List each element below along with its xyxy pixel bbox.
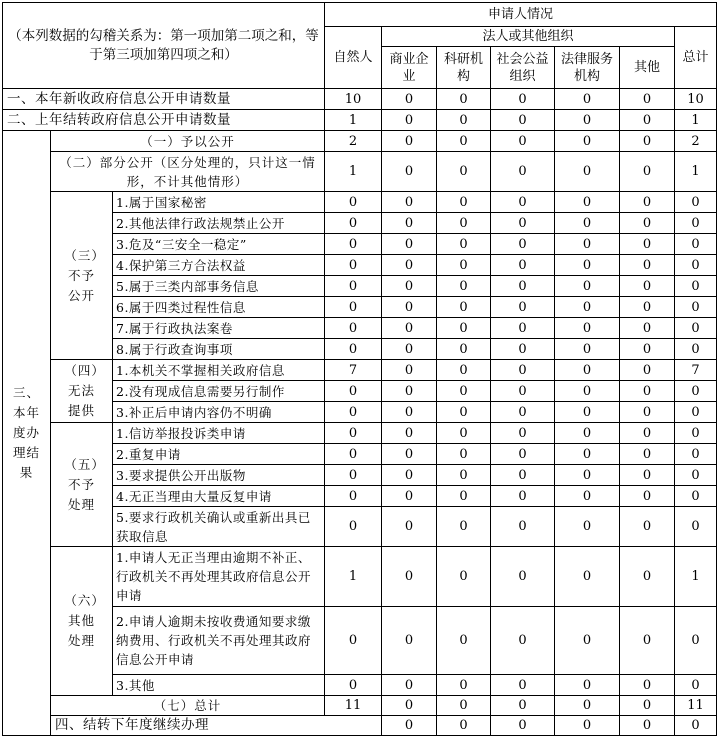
value-cell: 0: [675, 234, 717, 255]
value-cell: 0: [437, 696, 491, 716]
value-cell: 0: [382, 360, 437, 381]
value-cell: 0: [437, 547, 491, 607]
group-5-label: （五）不予处理: [51, 423, 113, 547]
value-cell: 0: [555, 255, 620, 276]
item-label: 5.要求行政机关确认或重新出具已获取信息: [113, 507, 325, 547]
value-cell: 0: [325, 276, 382, 297]
research-header: 科研机构: [437, 47, 491, 89]
value-cell: 0: [675, 192, 717, 213]
value-cell: 0: [437, 152, 491, 192]
value-cell: 0: [620, 234, 675, 255]
value-cell: 0: [491, 381, 555, 402]
value-cell: 0: [555, 110, 620, 131]
item-label: 3.其他: [113, 675, 325, 696]
value-cell: 0: [620, 547, 675, 607]
value-cell: 0: [491, 486, 555, 507]
value-cell: 0: [491, 110, 555, 131]
value-cell: 0: [555, 716, 620, 736]
value-cell: 0: [382, 318, 437, 339]
value-cell: 0: [325, 297, 382, 318]
table-row: [3, 547, 717, 607]
value-cell: 0: [620, 318, 675, 339]
value-cell: 0: [675, 381, 717, 402]
value-cell: 0: [555, 444, 620, 465]
value-cell: 2: [675, 131, 717, 152]
value-cell: 0: [325, 607, 382, 675]
value-cell: 0: [555, 607, 620, 675]
value-cell: 0: [437, 110, 491, 131]
value-cell: 0: [675, 318, 717, 339]
value-cell: 0: [555, 131, 620, 152]
value-cell: 0: [382, 152, 437, 192]
value-cell: 0: [620, 423, 675, 444]
value-cell: 0: [675, 255, 717, 276]
value-cell: 2: [325, 131, 382, 152]
value-cell: 0: [382, 716, 437, 736]
value-cell: 0: [491, 507, 555, 547]
value-cell: 0: [491, 276, 555, 297]
value-cell: 0: [325, 486, 382, 507]
value-cell: 0: [325, 255, 382, 276]
value-cell: 1: [325, 110, 382, 131]
value-cell: 0: [491, 547, 555, 607]
value-cell: 0: [555, 465, 620, 486]
value-cell: 0: [620, 486, 675, 507]
group-2-label: （二）部分公开（区分处理的，只计这一情形，不计其他情形）: [51, 152, 325, 192]
item-label: 2.没有现成信息需要另行制作: [113, 381, 325, 402]
table-row: [3, 716, 717, 736]
value-cell: 0: [620, 152, 675, 192]
value-cell: 0: [382, 255, 437, 276]
value-cell: 0: [325, 381, 382, 402]
item-label: 8.属于行政查询事项: [113, 339, 325, 360]
value-cell: 0: [382, 486, 437, 507]
value-cell: 0: [437, 486, 491, 507]
value-cell: 0: [325, 318, 382, 339]
row-label: 一、本年新收政府信息公开申请数量: [3, 89, 325, 110]
value-cell: 0: [437, 507, 491, 547]
item-label: 2.其他法律行政法规禁止公开: [113, 213, 325, 234]
item-label: 7.属于行政执法案卷: [113, 318, 325, 339]
value-cell: 0: [325, 402, 382, 423]
total-header: 总计: [675, 27, 717, 89]
value-cell: 0: [620, 213, 675, 234]
value-cell: 0: [675, 465, 717, 486]
value-cell: 0: [491, 297, 555, 318]
value-cell: 0: [491, 360, 555, 381]
value-cell: 0: [382, 696, 437, 716]
value-cell: 0: [382, 110, 437, 131]
value-cell: 0: [491, 607, 555, 675]
value-cell: 10: [675, 89, 717, 110]
value-cell: 0: [437, 675, 491, 696]
value-cell: 0: [382, 444, 437, 465]
value-cell: 0: [620, 110, 675, 131]
value-cell: 0: [620, 381, 675, 402]
value-cell: 0: [437, 465, 491, 486]
value-cell: 0: [555, 234, 620, 255]
value-cell: 0: [555, 297, 620, 318]
value-cell: 7: [675, 360, 717, 381]
value-cell: 0: [382, 381, 437, 402]
value-cell: 1: [675, 547, 717, 607]
value-cell: 0: [555, 192, 620, 213]
group-1-label: （一）予以公开: [51, 131, 325, 152]
item-label: 4.保护第三方合法权益: [113, 255, 325, 276]
value-cell: 0: [437, 297, 491, 318]
table-row: [3, 423, 717, 444]
gov-info-disclosure-table: [2, 2, 717, 736]
value-cell: 0: [325, 423, 382, 444]
value-cell: 0: [325, 507, 382, 547]
value-cell: 0: [491, 192, 555, 213]
value-cell: 0: [675, 297, 717, 318]
value-cell: 0: [437, 716, 491, 736]
value-cell: 0: [437, 255, 491, 276]
value-cell: 0: [620, 465, 675, 486]
value-cell: 0: [491, 213, 555, 234]
value-cell: 0: [555, 402, 620, 423]
group-6-label: （六）其他处理: [51, 547, 113, 696]
value-cell: 0: [491, 152, 555, 192]
table-row: [3, 110, 717, 131]
table-note: （本列数据的勾稽关系为：第一项加第二项之和，等于第三项加第四项之和）: [3, 3, 325, 89]
social-header: 社会公益组织: [491, 47, 555, 89]
value-cell: 0: [325, 444, 382, 465]
value-cell: 0: [491, 131, 555, 152]
natural-person-header: 自然人: [325, 27, 382, 89]
value-cell: 0: [620, 607, 675, 675]
value-cell: 0: [325, 192, 382, 213]
value-cell: 0: [555, 696, 620, 716]
value-cell: 0: [620, 297, 675, 318]
value-cell: 0: [555, 213, 620, 234]
value-cell: 0: [437, 381, 491, 402]
legal-service-header: 法律服务机构: [555, 47, 620, 89]
value-cell: 0: [675, 423, 717, 444]
value-cell: 0: [382, 234, 437, 255]
value-cell: 1: [675, 152, 717, 192]
value-cell: 0: [620, 507, 675, 547]
value-cell: 0: [491, 234, 555, 255]
value-cell: 0: [437, 276, 491, 297]
item-label: 1.申请人无正当理由逾期不补正、行政机关不再处理其政府信息公开申请: [113, 547, 325, 607]
value-cell: 0: [555, 152, 620, 192]
value-cell: 7: [325, 360, 382, 381]
value-cell: 0: [555, 486, 620, 507]
value-cell: 0: [555, 675, 620, 696]
value-cell: 0: [555, 423, 620, 444]
value-cell: 0: [382, 547, 437, 607]
value-cell: 0: [555, 89, 620, 110]
value-cell: 0: [325, 339, 382, 360]
value-cell: 0: [437, 192, 491, 213]
value-cell: 0: [491, 716, 555, 736]
value-cell: 10: [325, 89, 382, 110]
value-cell: 0: [620, 696, 675, 716]
item-label: 3.补正后申请内容仍不明确: [113, 402, 325, 423]
value-cell: 0: [620, 89, 675, 110]
item-label: 3.要求提供公开出版物: [113, 465, 325, 486]
value-cell: 0: [491, 318, 555, 339]
value-cell: 0: [620, 131, 675, 152]
value-cell: 0: [437, 423, 491, 444]
legal-entities-header: 法人或其他组织: [382, 27, 675, 47]
table-row: [3, 131, 717, 152]
item-label: 5.属于三类内部事务信息: [113, 276, 325, 297]
applicant-situation-header: 申请人情况: [325, 3, 717, 27]
value-cell: 0: [382, 675, 437, 696]
value-cell: 0: [620, 716, 675, 736]
table-row: [3, 89, 717, 110]
value-cell: 0: [491, 423, 555, 444]
value-cell: 0: [675, 213, 717, 234]
group-4-label: （四）无法提供: [51, 360, 113, 423]
value-cell: 0: [382, 297, 437, 318]
value-cell: 0: [620, 444, 675, 465]
item-label: 3.危及“三安全一稳定”: [113, 234, 325, 255]
value-cell: 0: [382, 607, 437, 675]
commercial-header: 商业企业: [382, 47, 437, 89]
value-cell: 0: [675, 486, 717, 507]
value-cell: 0: [437, 131, 491, 152]
row-label: 二、上年结转政府信息公开申请数量: [3, 110, 325, 131]
value-cell: 0: [620, 255, 675, 276]
item-label: 2.重复申请: [113, 444, 325, 465]
value-cell: 1: [325, 547, 382, 607]
value-cell: 0: [555, 318, 620, 339]
value-cell: 0: [620, 675, 675, 696]
value-cell: 0: [437, 339, 491, 360]
value-cell: 0: [437, 360, 491, 381]
value-cell: 0: [382, 276, 437, 297]
value-cell: 0: [620, 276, 675, 297]
value-cell: 0: [437, 444, 491, 465]
value-cell: 0: [382, 131, 437, 152]
value-cell: 0: [437, 89, 491, 110]
section-3-label: 三、本年度办理结果: [3, 131, 51, 736]
value-cell: 0: [555, 276, 620, 297]
value-cell: 0: [620, 339, 675, 360]
value-cell: 0: [491, 444, 555, 465]
item-label: 6.属于四类过程性信息: [113, 297, 325, 318]
value-cell: 0: [620, 402, 675, 423]
value-cell: 0: [382, 89, 437, 110]
value-cell: 0: [620, 192, 675, 213]
value-cell: 0: [382, 465, 437, 486]
table-row: [3, 360, 717, 381]
value-cell: 0: [437, 607, 491, 675]
value-cell: 0: [491, 89, 555, 110]
value-cell: 0: [491, 339, 555, 360]
value-cell: 0: [491, 465, 555, 486]
value-cell: 0: [675, 507, 717, 547]
value-cell: 0: [491, 696, 555, 716]
other-header: 其他: [620, 47, 675, 89]
value-cell: 0: [382, 339, 437, 360]
value-cell: 0: [491, 402, 555, 423]
value-cell: 0: [382, 507, 437, 547]
value-cell: 0: [675, 339, 717, 360]
value-cell: 11: [325, 696, 382, 716]
value-cell: 0: [325, 213, 382, 234]
value-cell: 0: [382, 402, 437, 423]
value-cell: 0: [555, 507, 620, 547]
value-cell: 0: [675, 716, 717, 736]
value-cell: 0: [675, 276, 717, 297]
value-cell: 0: [675, 607, 717, 675]
value-cell: 0: [675, 402, 717, 423]
value-cell: 0: [325, 675, 382, 696]
value-cell: 0: [491, 675, 555, 696]
table-row: [3, 152, 717, 192]
value-cell: 0: [325, 465, 382, 486]
value-cell: 0: [382, 213, 437, 234]
value-cell: 0: [491, 255, 555, 276]
value-cell: 0: [555, 339, 620, 360]
row-label: 四、结转下年度继续办理: [51, 716, 382, 736]
value-cell: 0: [382, 423, 437, 444]
value-cell: 1: [325, 152, 382, 192]
item-label: 1.属于国家秘密: [113, 192, 325, 213]
value-cell: 0: [675, 444, 717, 465]
value-cell: 0: [437, 234, 491, 255]
value-cell: 11: [675, 696, 717, 716]
table-row: [3, 192, 717, 213]
value-cell: 0: [437, 318, 491, 339]
table-row: [3, 696, 717, 716]
item-label: 1.信访举报投诉类申请: [113, 423, 325, 444]
value-cell: 0: [620, 360, 675, 381]
group-3-label: （三）不予公开: [51, 192, 113, 360]
value-cell: 0: [675, 675, 717, 696]
group-7-label: （七）总计: [51, 696, 325, 716]
value-cell: 0: [437, 213, 491, 234]
value-cell: 0: [555, 547, 620, 607]
value-cell: 0: [325, 234, 382, 255]
value-cell: 0: [555, 360, 620, 381]
item-label: 4.无正当理由大量反复申请: [113, 486, 325, 507]
item-label: 1.本机关不掌握相关政府信息: [113, 360, 325, 381]
item-label: 2.申请人逾期未按收费通知要求缴纳费用、行政机关不再处理其政府信息公开申请: [113, 607, 325, 675]
value-cell: 1: [675, 110, 717, 131]
value-cell: 0: [555, 381, 620, 402]
value-cell: 0: [437, 402, 491, 423]
value-cell: 0: [382, 192, 437, 213]
